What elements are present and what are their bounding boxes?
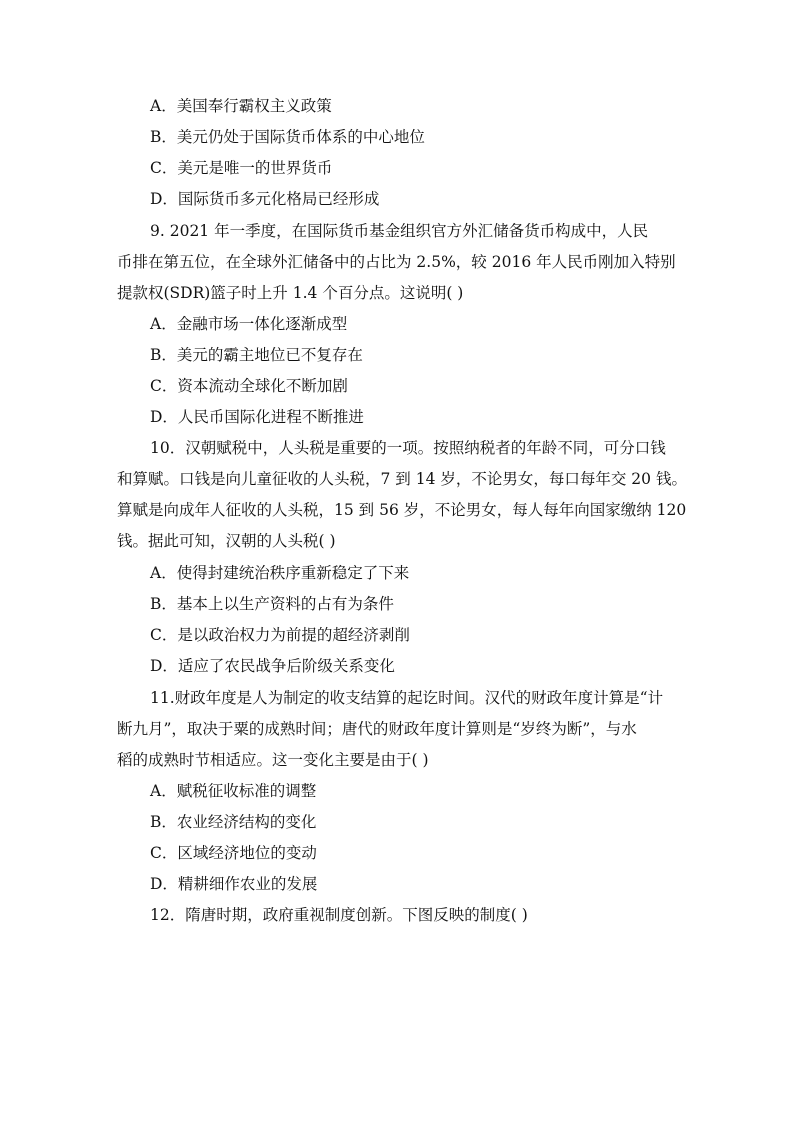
- q10-stem-line-1: 10．汉朝赋税中，人头税是重要的一项。按照纳税者的年龄不同，可分口钱: [150, 439, 666, 457]
- q10-stem-line-3: 算赋是向成年人征收的人头税，15 到 56 岁，不论男女，每人每年向国家缴纳 120: [117, 501, 687, 519]
- q10-stem-line-4: 钱。据此可知，汉朝的人头税( ): [117, 532, 336, 550]
- q9-option-c: C．资本流动全球化不断加剧: [150, 377, 348, 395]
- q11-stem-line-1: 11.财政年度是人为制定的收支结算的起讫时间。汉代的财政年度计算是“计: [150, 689, 664, 707]
- q9-option-b: B．美元的霸主地位已不复存在: [150, 346, 363, 364]
- q10-option-c: C．是以政治权力为前提的超经济剥削: [150, 626, 410, 644]
- q9-stem-line-3: 提款权(SDR)篮子时上升 1.4 个百分点。这说明( ): [117, 284, 464, 302]
- q8-option-a: A．美国奉行霸权主义政策: [150, 97, 332, 115]
- q9-stem-line-1: 9. 2021 年一季度，在国际货币基金组织官方外汇储备货币构成中，人民: [150, 222, 649, 240]
- q10-option-d: D．适应了农民战争后阶级关系变化: [150, 657, 395, 675]
- q12-stem-line-1: 12．隋唐时期，政府重视制度创新。下图反映的制度( ): [150, 906, 528, 924]
- q8-option-b: B．美元仍处于国际货币体系的中心地位: [150, 128, 425, 146]
- q11-option-b: B．农业经济结构的变化: [150, 813, 317, 831]
- q11-stem-line-2: 断九月”，取决于粟的成熟时间；唐代的财政年度计算则是“岁终为断”，与水: [117, 720, 637, 738]
- q9-option-d: D．人民币国际化进程不断推进: [150, 408, 364, 426]
- q10-option-b: B．基本上以生产资料的占有为条件: [150, 595, 394, 613]
- q11-stem-line-3: 稻的成熟时节相适应。这一变化主要是由于( ): [117, 751, 429, 769]
- q10-stem-line-2: 和算赋。口钱是向儿童征收的人头税，7 到 14 岁，不论男女，每口每年交 20 钱。: [117, 470, 687, 488]
- q10-option-a: A．使得封建统治秩序重新稳定了下来: [150, 564, 410, 582]
- q9-option-a: A．金融市场一体化逐渐成型: [150, 315, 348, 333]
- q11-option-a: A．赋税征收标准的调整: [150, 782, 317, 800]
- q9-stem-line-2: 币排在第五位，在全球外汇储备中的占比为 2.5%，较 2016 年人民币刚加入特别: [117, 253, 676, 271]
- q8-option-c: C．美元是唯一的世界货币: [150, 159, 333, 177]
- q11-option-d: D．精耕细作农业的发展: [150, 875, 318, 893]
- q11-option-c: C．区域经济地位的变动: [150, 844, 317, 862]
- q8-option-d: D．国际货币多元化格局已经形成: [150, 190, 380, 208]
